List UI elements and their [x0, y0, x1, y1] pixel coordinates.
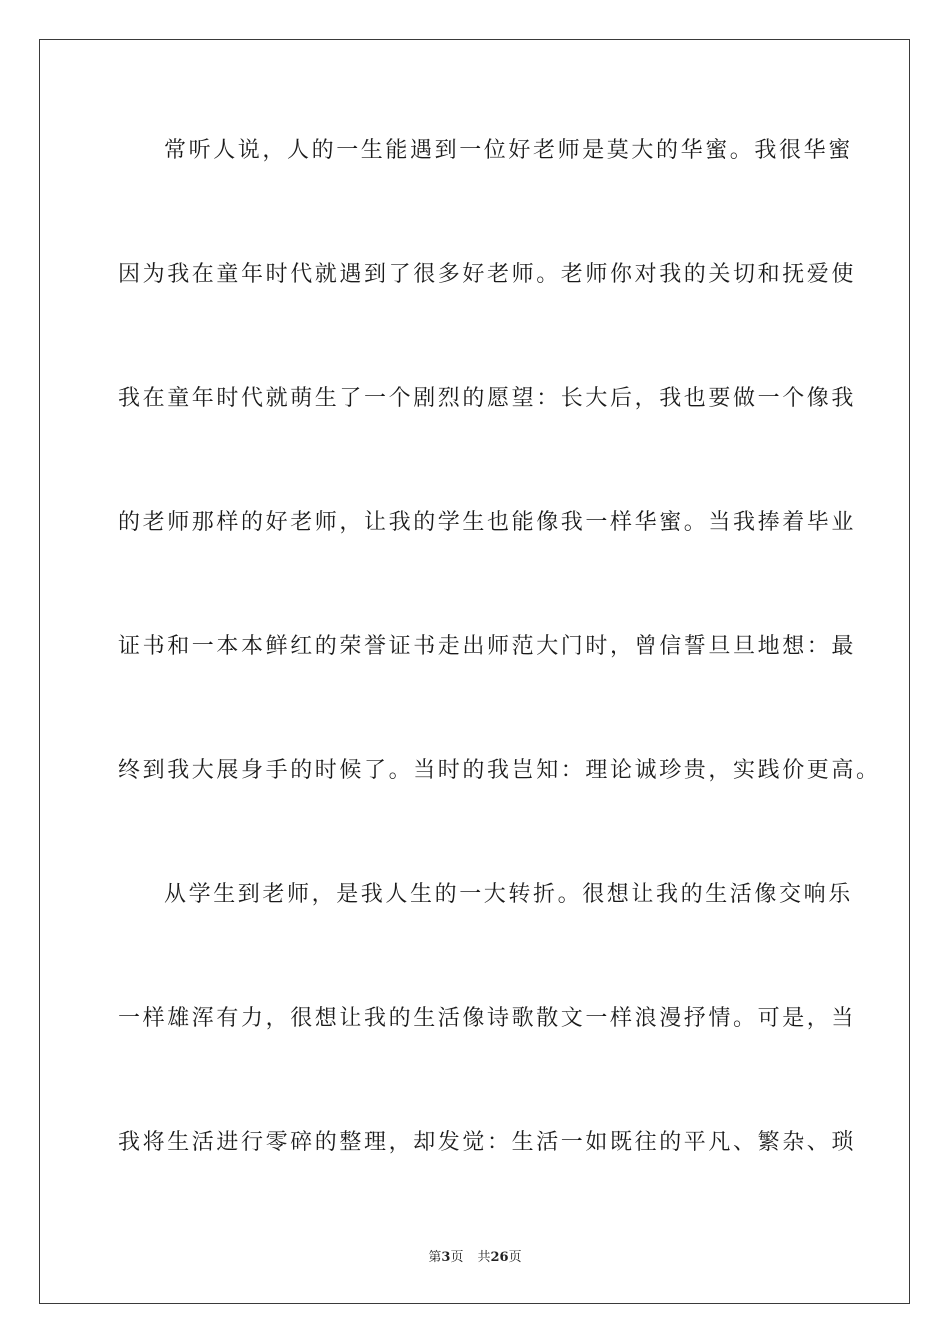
total-page-count: 26 [490, 1250, 509, 1265]
paragraph-2-line-1: 从学生到老师，是我人生的一大转折。很想让我的生活像交响乐 [164, 882, 853, 907]
page-prefix: 第 [428, 1250, 442, 1265]
page-suffix: 页 [450, 1250, 464, 1265]
current-page-number: 3 [441, 1250, 451, 1265]
paragraph-1-line-5: 证书和一本本鲜红的荣誉证书走出师范大门时，曾信誓旦旦地想：最 [118, 634, 857, 659]
paragraph-1-line-3: 我在童年时代就萌生了一个剧烈的愿望：长大后，我也要做一个像我 [118, 386, 857, 411]
page-footer [0, 1246, 950, 1265]
paragraph-1-line-2: 因为我在童年时代就遇到了很多好老师。老师你对我的关切和抚爱使 [118, 262, 857, 287]
paragraph-1-line-1: 常听人说，人的一生能遇到一位好老师是莫大的华蜜。我很华蜜 [164, 138, 853, 163]
page-border [39, 39, 910, 1304]
total-prefix: 共 [477, 1250, 491, 1265]
paragraph-2-line-2: 一样雄浑有力，很想让我的生活像诗歌散文一样浪漫抒情。可是，当 [118, 1006, 857, 1031]
paragraph-1-line-6: 终到我大展身手的时候了。当时的我岂知：理论诚珍贵，实践价更高。 [118, 758, 881, 783]
total-suffix: 页 [508, 1250, 522, 1265]
paragraph-1-line-4: 的老师那样的好老师，让我的学生也能像我一样华蜜。当我捧着毕业 [118, 510, 857, 535]
paragraph-2-line-3: 我将生活进行零碎的整理，却发觉：生活一如既往的平凡、繁杂、琐 [118, 1130, 857, 1155]
